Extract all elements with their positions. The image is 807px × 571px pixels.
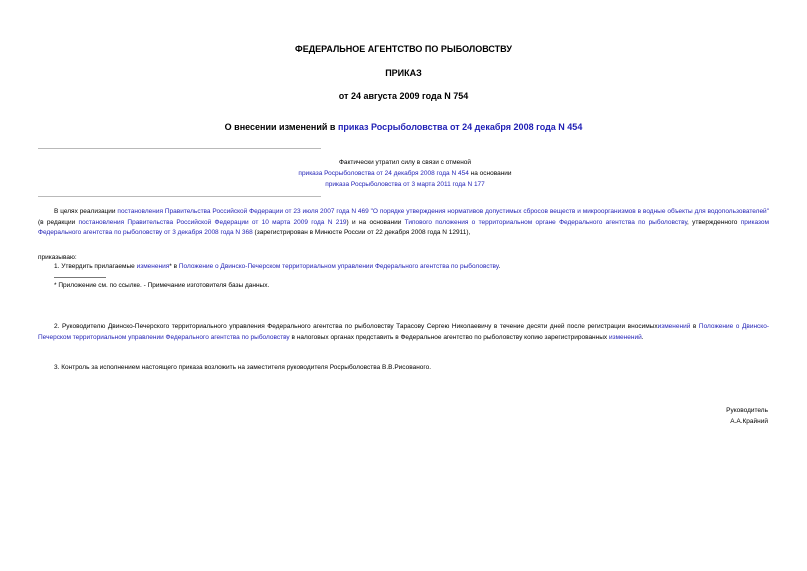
p1-text-e: (зарегистрирован в Минюсте России от 22 декабря 2008 года N 12911), [252,229,471,236]
paragraph-item-3: 3. Контроль за исполнением настоящего приказа возложить на заместителя руководителя Росрыболовства В.В.Рисованого. [54,364,432,371]
link-government-decree-469[interactable]: постановления Правительства Российской Федерации от 23 июля 2007 года N 469 "О порядке утверждения нормативов допустимых сбросов веществ и микроорганизмов в водные объекты для водопользователей" [117,208,769,215]
link-regulation-dvinsko-pechersk-2[interactable]: Положение о Двинско-Печерском территориальном управлении Федерального агентства по рыболовству [38,323,769,341]
link-changes-2[interactable]: изменений [657,323,691,330]
document-type: ПРИКАЗ [385,68,422,78]
signature-position: Руководитель [726,407,768,414]
title-prefix: О внесении изменений в [224,122,338,132]
status-line-1: Фактически утратил силу в связи с отменой [338,159,472,166]
link-order-368[interactable]: приказом Федерального агентства по рыболовству от 3 декабря 2008 года N 368 [38,218,769,236]
document-title [0,122,807,132]
footnote-text: * Приложение см. по ссылке. - Примечание изготовителя базы данных. [54,282,270,289]
paragraph-preamble [38,207,769,239]
p5-text-b: в [690,323,699,330]
status-line-2 [200,168,610,179]
p1-text-b: (в редакции [38,218,79,226]
paragraph-item-2 [38,322,769,343]
agency-name: ФЕДЕРАЛЬНОЕ АГЕНТСТВО ПО РЫБОЛОВСТВУ [295,44,512,54]
signature-name: А.А.Крайний [730,418,768,425]
title-link[interactable]: приказ Росрыболовства от 24 декабря 2008 года N 454 [337,122,583,132]
footnote-rule [54,277,106,278]
link-government-decree-219[interactable]: постановления Правительства Российской Федерации от 10 марта 2009 года N 219 [78,218,347,226]
paragraph-order-word: приказываю: [38,254,77,261]
link-changes-3[interactable]: изменений [608,333,642,341]
status-line-2-suffix: на основании [468,170,512,177]
status-bottom-rule [38,196,321,197]
link-regulation-dvinsko-pechersk[interactable]: Положение о Двинско-Печерском территориальном управлении Федерального агентства по рыболовству [178,263,499,270]
status-line-3 [200,179,610,190]
link-changes[interactable]: изменения [136,263,170,270]
p3-text-c: . [498,263,501,270]
p5-text-d: . [641,333,644,341]
paragraph-item-1 [54,262,769,273]
p3-text-a: 1. Утвердить прилагаемые [54,263,137,270]
status-link-basis-order[interactable]: приказа Росрыболовства от 3 марта 2011 года N 177 [325,181,485,188]
p1-text-a: В целях реализации [54,208,118,215]
p3-text-b: * в [169,263,179,270]
link-typical-regulation[interactable]: Типового положения о территориальном органе Федерального агентства по рыболовству [404,218,688,226]
p5-text-a: 2. Руководителю Двинско-Печерского территориального управления Федерального агентства по рыболовству Тарасову Сергею Николаевичу в течение десяти дней после регистрации вносимых [54,323,658,330]
status-top-rule [38,148,321,149]
status-link-cancelled-order[interactable]: приказа Росрыболовства от 24 декабря 2008 года N 454 [298,170,469,177]
p1-text-d: , утвержденного [687,218,741,226]
document-date-number: от 24 августа 2009 года N 754 [338,91,469,101]
p1-text-c: ) и на основании [346,218,405,226]
p5-text-c: в налоговых органах представить в Федеральное агентство по рыболовству копию зарегистрированных [289,333,609,341]
